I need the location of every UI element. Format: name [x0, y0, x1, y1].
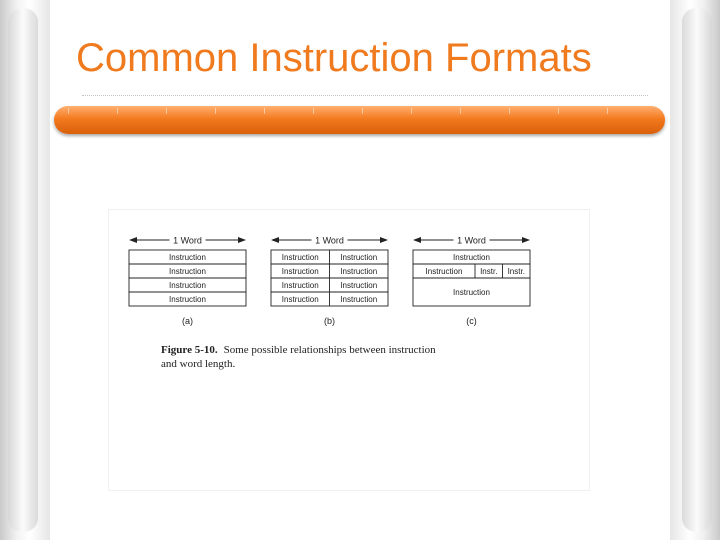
figure-panel	[108, 209, 590, 491]
word-width-label: 1 Word	[457, 235, 486, 246]
figure-caption	[161, 343, 521, 371]
format-panel-c	[413, 236, 530, 327]
title-divider	[82, 95, 648, 96]
caption-text-1: Some possible relationships between instruction	[223, 344, 436, 356]
left-frame-bevel	[8, 8, 38, 532]
instruction-format-diagram	[109, 210, 589, 340]
caption-line-1	[161, 343, 521, 357]
instruction-cell-label: Instruction	[169, 295, 206, 304]
caption-text-2: and word length.	[161, 358, 236, 370]
instruction-cell-label: Instruction	[340, 253, 378, 262]
instruction-cell-label: Instruction	[453, 288, 490, 297]
accent-bar-highlight	[68, 108, 651, 114]
instruction-cell-label: Instruction	[281, 281, 319, 290]
instruction-cell-label: Instruction	[340, 295, 378, 304]
instruction-cell-label: Instruction	[169, 267, 206, 276]
instruction-cell-label: Instruction	[169, 281, 206, 290]
caption-figure-label: Figure 5-10.	[161, 344, 218, 356]
left-decorative-frame	[0, 0, 50, 540]
instruction-cell-label: Instruction	[340, 281, 378, 290]
instruction-cell-label: Instr.	[480, 267, 498, 276]
instruction-cell-label: Instruction	[281, 295, 319, 304]
right-frame-bevel	[682, 8, 712, 532]
format-panel-b	[271, 236, 388, 327]
instruction-cell-label: Instruction	[281, 253, 319, 262]
orange-accent-bar	[54, 106, 665, 134]
right-decorative-frame	[670, 0, 720, 540]
slide-title: Common Instruction Formats	[76, 36, 592, 80]
word-width-label: 1 Word	[173, 235, 202, 246]
instruction-cell-label: Instruction	[425, 267, 463, 276]
instruction-cell-label: Instruction	[340, 267, 378, 276]
instruction-cell-label: Instr.	[507, 267, 525, 276]
panel-label: (a)	[182, 316, 193, 326]
word-width-label: 1 Word	[315, 235, 344, 246]
instruction-cell-label: Instruction	[281, 267, 319, 276]
panel-label: (b)	[324, 316, 335, 326]
panel-label: (c)	[466, 316, 477, 326]
format-panel-a	[129, 236, 246, 327]
instruction-cell-label: Instruction	[453, 253, 490, 262]
instruction-cell-label: Instruction	[169, 253, 206, 262]
